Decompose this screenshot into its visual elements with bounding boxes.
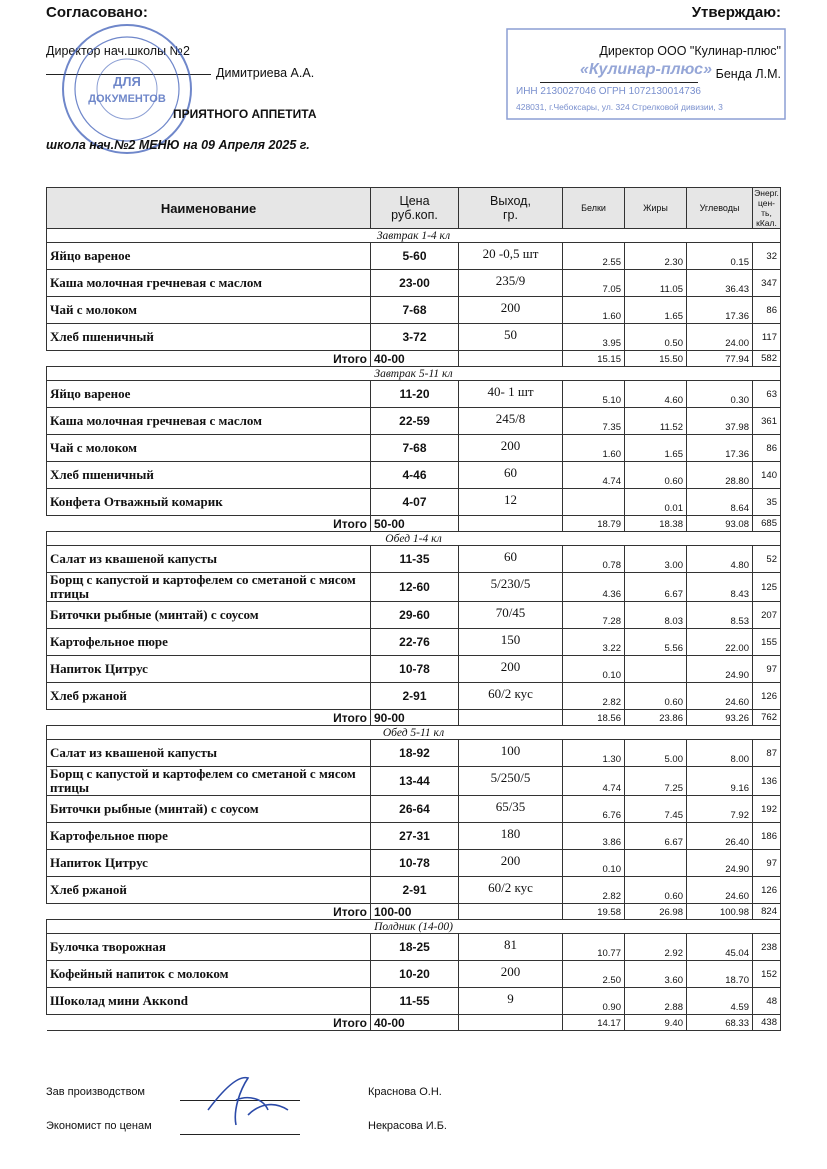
item-name: Напиток Цитрус xyxy=(47,656,371,683)
item-name: Борщ с капустой и картофелем со сметаной с мясом птицы xyxy=(47,767,371,796)
total-kcal: 824 xyxy=(753,904,781,920)
total-yield-blank xyxy=(459,351,563,367)
item-protein: 6.76 xyxy=(563,796,625,823)
item-yield: 60 xyxy=(459,462,563,489)
item-protein: 1.60 xyxy=(563,297,625,324)
total-protein: 18.79 xyxy=(563,516,625,532)
table-row xyxy=(47,243,781,270)
item-yield: 200 xyxy=(459,435,563,462)
total-carb: 93.08 xyxy=(687,516,753,532)
item-fat: 1.65 xyxy=(625,435,687,462)
item-kcal: 86 xyxy=(753,435,781,462)
svg-text:ДОКУМЕНТОВ: ДОКУМЕНТОВ xyxy=(88,93,166,105)
item-name: Чай с молоком xyxy=(47,435,371,462)
item-carb: 0.15 xyxy=(687,243,753,270)
total-carb: 93.26 xyxy=(687,710,753,726)
item-name: Салат из квашеной капусты xyxy=(47,546,371,573)
item-price: 23-00 xyxy=(371,270,459,297)
item-carb: 24.90 xyxy=(687,850,753,877)
item-yield: 5/250/5 xyxy=(459,767,563,796)
item-carb: 24.60 xyxy=(687,683,753,710)
table-header-row xyxy=(47,188,781,229)
table-row xyxy=(47,489,781,516)
confirm-title: Утверждаю: xyxy=(691,4,781,21)
item-protein: 2.50 xyxy=(563,961,625,988)
item-fat: 5.56 xyxy=(625,629,687,656)
approved-position: Директор нач.школы №2 xyxy=(46,44,190,58)
svg-text:«Кулинар-плюс»: «Кулинар-плюс» xyxy=(580,61,712,78)
item-yield: 12 xyxy=(459,489,563,516)
item-carb: 36.43 xyxy=(687,270,753,297)
item-kcal: 97 xyxy=(753,656,781,683)
total-fat: 9.40 xyxy=(625,1015,687,1031)
approved-name: Димитриева А.А. xyxy=(216,66,315,80)
col-fat: Жиры xyxy=(625,188,687,229)
item-kcal: 63 xyxy=(753,381,781,408)
table-row xyxy=(47,462,781,489)
total-carb: 100.98 xyxy=(687,904,753,920)
total-row xyxy=(47,710,781,726)
item-price: 18-25 xyxy=(371,934,459,961)
item-protein: 3.95 xyxy=(563,324,625,351)
table-row xyxy=(47,573,781,602)
item-name: Хлеб пшеничный xyxy=(47,462,371,489)
col-energy: Энерг. цен-ть, кКал. xyxy=(754,188,779,228)
item-fat: 6.67 xyxy=(625,573,687,602)
item-yield: 40- 1 шт xyxy=(459,381,563,408)
item-name: Борщ с капустой и картофелем со сметаной с мясом птицы xyxy=(47,573,371,602)
item-fat: 0.60 xyxy=(625,462,687,489)
item-yield: 65/35 xyxy=(459,796,563,823)
col-name: Наименование xyxy=(47,188,371,229)
item-kcal: 238 xyxy=(753,934,781,961)
item-fat: 3.60 xyxy=(625,961,687,988)
section-title: Обед 5-11 кл xyxy=(47,726,781,740)
item-fat: 2.88 xyxy=(625,988,687,1015)
col-price: Цена руб.коп. xyxy=(371,188,459,229)
approved-title: Согласовано: xyxy=(46,4,148,21)
item-name: Биточки рыбные (минтай) с соусом xyxy=(47,602,371,629)
table-row xyxy=(47,961,781,988)
item-name: Картофельное пюре xyxy=(47,823,371,850)
total-row xyxy=(47,516,781,532)
item-kcal: 87 xyxy=(753,740,781,767)
total-protein: 19.58 xyxy=(563,904,625,920)
item-kcal: 361 xyxy=(753,408,781,435)
item-fat: 4.60 xyxy=(625,381,687,408)
item-protein: 1.60 xyxy=(563,435,625,462)
item-protein: 1.30 xyxy=(563,740,625,767)
item-kcal: 35 xyxy=(753,489,781,516)
item-name: Хлеб ржаной xyxy=(47,877,371,904)
item-kcal: 52 xyxy=(753,546,781,573)
section-row xyxy=(47,367,781,381)
item-protein: 7.35 xyxy=(563,408,625,435)
item-kcal: 186 xyxy=(753,823,781,850)
item-price: 11-35 xyxy=(371,546,459,573)
appetite-text: ПРИЯТНОГО АППЕТИТА xyxy=(173,107,317,121)
item-price: 2-91 xyxy=(371,877,459,904)
table-row xyxy=(47,629,781,656)
item-protein: 7.05 xyxy=(563,270,625,297)
item-name: Булочка творожная xyxy=(47,934,371,961)
table-row xyxy=(47,324,781,351)
item-yield: 245/8 xyxy=(459,408,563,435)
table-row xyxy=(47,988,781,1015)
item-kcal: 140 xyxy=(753,462,781,489)
footer-name-economist: Некрасова И.Б. xyxy=(368,1120,447,1132)
item-price: 13-44 xyxy=(371,767,459,796)
table-row xyxy=(47,435,781,462)
total-row xyxy=(47,904,781,920)
item-kcal: 117 xyxy=(753,324,781,351)
total-row xyxy=(47,1015,781,1031)
total-fat: 18.38 xyxy=(625,516,687,532)
item-price: 2-91 xyxy=(371,683,459,710)
total-kcal: 582 xyxy=(753,351,781,367)
item-name: Кофейный напиток с молоком xyxy=(47,961,371,988)
total-fat: 23.86 xyxy=(625,710,687,726)
item-price: 7-68 xyxy=(371,297,459,324)
item-kcal: 126 xyxy=(753,877,781,904)
item-price: 10-78 xyxy=(371,850,459,877)
item-carb: 37.98 xyxy=(687,408,753,435)
item-price: 18-92 xyxy=(371,740,459,767)
item-fat: 7.25 xyxy=(625,767,687,796)
item-protein: 2.55 xyxy=(563,243,625,270)
item-carb: 22.00 xyxy=(687,629,753,656)
svg-text:ИНН 2130027046 ОГРН 107213: ИНН 2130027046 ОГРН 1072130014736 xyxy=(516,86,701,97)
item-carb: 8.64 xyxy=(687,489,753,516)
item-name: Каша молочная гречневая с маслом xyxy=(47,270,371,297)
item-price: 4-46 xyxy=(371,462,459,489)
total-kcal: 685 xyxy=(753,516,781,532)
table-row xyxy=(47,823,781,850)
item-price: 29-60 xyxy=(371,602,459,629)
item-yield: 200 xyxy=(459,656,563,683)
footer-role-economist: Экономист по ценам xyxy=(46,1120,152,1132)
item-carb: 26.40 xyxy=(687,823,753,850)
table-row xyxy=(47,796,781,823)
item-price: 3-72 xyxy=(371,324,459,351)
signature-icon xyxy=(178,1070,298,1140)
item-protein: 0.10 xyxy=(563,656,625,683)
item-name: Хлеб пшеничный xyxy=(47,324,371,351)
item-price: 10-20 xyxy=(371,961,459,988)
item-yield: 9 xyxy=(459,988,563,1015)
company-stamp-icon xyxy=(506,28,786,120)
total-protein: 14.17 xyxy=(563,1015,625,1031)
item-yield: 235/9 xyxy=(459,270,563,297)
total-label: Итого xyxy=(47,351,371,367)
item-yield: 200 xyxy=(459,297,563,324)
item-name: Яйцо вареное xyxy=(47,381,371,408)
table-row xyxy=(47,877,781,904)
table-row xyxy=(47,602,781,629)
item-kcal: 347 xyxy=(753,270,781,297)
item-name: Хлеб ржаной xyxy=(47,683,371,710)
total-fat: 26.98 xyxy=(625,904,687,920)
item-protein: 2.82 xyxy=(563,683,625,710)
table-row xyxy=(47,297,781,324)
item-yield: 60/2 кус xyxy=(459,877,563,904)
table-row xyxy=(47,850,781,877)
total-row xyxy=(47,351,781,367)
item-name: Яйцо вареное xyxy=(47,243,371,270)
item-yield: 200 xyxy=(459,961,563,988)
total-price: 40-00 xyxy=(371,1015,459,1031)
item-name: Биточки рыбные (минтай) с соусом xyxy=(47,796,371,823)
item-carb: 17.36 xyxy=(687,435,753,462)
item-fat: 8.03 xyxy=(625,602,687,629)
item-carb: 17.36 xyxy=(687,297,753,324)
total-price: 50-00 xyxy=(371,516,459,532)
table-row xyxy=(47,408,781,435)
item-fat xyxy=(625,850,687,877)
item-price: 11-20 xyxy=(371,381,459,408)
item-kcal: 125 xyxy=(753,573,781,602)
section-title: Обед 1-4 кл xyxy=(47,532,781,546)
item-protein: 4.36 xyxy=(563,573,625,602)
item-carb: 45.04 xyxy=(687,934,753,961)
table-row xyxy=(47,270,781,297)
total-price: 100-00 xyxy=(371,904,459,920)
table-row xyxy=(47,683,781,710)
item-fat: 7.45 xyxy=(625,796,687,823)
total-yield-blank xyxy=(459,1015,563,1031)
item-fat: 0.60 xyxy=(625,683,687,710)
item-protein xyxy=(563,489,625,516)
item-yield: 70/45 xyxy=(459,602,563,629)
item-name: Картофельное пюре xyxy=(47,629,371,656)
item-carb: 8.43 xyxy=(687,573,753,602)
item-carb: 8.00 xyxy=(687,740,753,767)
item-fat xyxy=(625,656,687,683)
item-price: 4-07 xyxy=(371,489,459,516)
item-yield: 60/2 кус xyxy=(459,683,563,710)
total-label: Итого xyxy=(47,516,371,532)
item-name: Салат из квашеной капусты xyxy=(47,740,371,767)
item-price: 11-55 xyxy=(371,988,459,1015)
item-yield: 50 xyxy=(459,324,563,351)
item-fat: 11.05 xyxy=(625,270,687,297)
total-yield-blank xyxy=(459,904,563,920)
item-kcal: 136 xyxy=(753,767,781,796)
total-label: Итого xyxy=(47,1015,371,1031)
col-protein: Белки xyxy=(563,188,625,229)
item-fat: 0.60 xyxy=(625,877,687,904)
col-carb: Углеводы xyxy=(687,188,753,229)
item-name: Конфета Отважный комарик xyxy=(47,489,371,516)
total-protein: 15.15 xyxy=(563,351,625,367)
item-protein: 10.77 xyxy=(563,934,625,961)
item-price: 22-76 xyxy=(371,629,459,656)
item-kcal: 97 xyxy=(753,850,781,877)
item-carb: 18.70 xyxy=(687,961,753,988)
item-price: 10-78 xyxy=(371,656,459,683)
item-kcal: 126 xyxy=(753,683,781,710)
total-kcal: 762 xyxy=(753,710,781,726)
table-row xyxy=(47,656,781,683)
item-protein: 3.86 xyxy=(563,823,625,850)
item-carb: 24.60 xyxy=(687,877,753,904)
item-protein: 4.74 xyxy=(563,462,625,489)
total-protein: 18.56 xyxy=(563,710,625,726)
item-yield: 180 xyxy=(459,823,563,850)
svg-text:428031, г.Чебоксары, ул. 324 С: 428031, г.Чебоксары, ул. 324 Стрелковой дивизии, 3 xyxy=(516,102,723,112)
confirm-name: Бенда Л.М. xyxy=(715,67,781,81)
item-price: 12-60 xyxy=(371,573,459,602)
menu-title: школа нач.№2 МЕНЮ на 09 Апреля 2025 г. xyxy=(46,138,310,152)
item-name: Каша молочная гречневая с маслом xyxy=(47,408,371,435)
total-price: 40-00 xyxy=(371,351,459,367)
total-yield-blank xyxy=(459,516,563,532)
stamp-inner-text: ДЛЯ xyxy=(113,74,141,89)
item-fat: 11.52 xyxy=(625,408,687,435)
item-protein: 0.78 xyxy=(563,546,625,573)
item-carb: 28.80 xyxy=(687,462,753,489)
item-price: 27-31 xyxy=(371,823,459,850)
item-protein: 5.10 xyxy=(563,381,625,408)
section-title: Завтрак 5-11 кл xyxy=(47,367,781,381)
footer-role-production: Зав производством xyxy=(46,1086,145,1098)
item-kcal: 207 xyxy=(753,602,781,629)
item-kcal: 155 xyxy=(753,629,781,656)
table-row xyxy=(47,740,781,767)
item-protein: 0.90 xyxy=(563,988,625,1015)
item-carb: 0.30 xyxy=(687,381,753,408)
item-carb: 7.92 xyxy=(687,796,753,823)
item-kcal: 192 xyxy=(753,796,781,823)
item-name: Чай с молоком xyxy=(47,297,371,324)
item-yield: 60 xyxy=(459,546,563,573)
item-carb: 24.00 xyxy=(687,324,753,351)
item-fat: 2.92 xyxy=(625,934,687,961)
item-protein: 7.28 xyxy=(563,602,625,629)
item-fat: 2.30 xyxy=(625,243,687,270)
table-row xyxy=(47,767,781,796)
item-fat: 0.01 xyxy=(625,489,687,516)
item-protein: 3.22 xyxy=(563,629,625,656)
item-yield: 150 xyxy=(459,629,563,656)
section-row xyxy=(47,920,781,934)
confirm-position: Директор ООО "Кулинар-плюс" xyxy=(599,44,781,58)
section-row xyxy=(47,532,781,546)
section-row xyxy=(47,229,781,243)
item-carb: 24.90 xyxy=(687,656,753,683)
table-row xyxy=(47,934,781,961)
menu-table xyxy=(46,187,781,1031)
table-row xyxy=(47,546,781,573)
item-fat: 0.50 xyxy=(625,324,687,351)
table-row xyxy=(47,381,781,408)
item-fat: 6.67 xyxy=(625,823,687,850)
item-yield: 20 -0,5 шт xyxy=(459,243,563,270)
item-protein: 2.82 xyxy=(563,877,625,904)
item-yield: 100 xyxy=(459,740,563,767)
item-price: 26-64 xyxy=(371,796,459,823)
item-kcal: 152 xyxy=(753,961,781,988)
item-kcal: 86 xyxy=(753,297,781,324)
section-title: Полдник (14-00) xyxy=(47,920,781,934)
item-kcal: 32 xyxy=(753,243,781,270)
item-fat: 1.65 xyxy=(625,297,687,324)
item-name: Напиток Цитрус xyxy=(47,850,371,877)
item-carb: 4.59 xyxy=(687,988,753,1015)
total-label: Итого xyxy=(47,710,371,726)
total-label: Итого xyxy=(47,904,371,920)
round-stamp-icon xyxy=(60,22,195,157)
item-price: 22-59 xyxy=(371,408,459,435)
total-price: 90-00 xyxy=(371,710,459,726)
item-carb: 9.16 xyxy=(687,767,753,796)
section-title: Завтрак 1-4 кл xyxy=(47,229,781,243)
item-protein: 4.74 xyxy=(563,767,625,796)
total-yield-blank xyxy=(459,710,563,726)
item-fat: 3.00 xyxy=(625,546,687,573)
item-protein: 0.10 xyxy=(563,850,625,877)
item-price: 7-68 xyxy=(371,435,459,462)
total-kcal: 438 xyxy=(753,1015,781,1031)
item-name: Шоколад мини Аккond xyxy=(47,988,371,1015)
section-row xyxy=(47,726,781,740)
item-price: 5-60 xyxy=(371,243,459,270)
item-kcal: 48 xyxy=(753,988,781,1015)
item-yield: 200 xyxy=(459,850,563,877)
total-carb: 68.33 xyxy=(687,1015,753,1031)
item-yield: 5/230/5 xyxy=(459,573,563,602)
footer-name-production: Краснова О.Н. xyxy=(368,1086,442,1098)
item-yield: 81 xyxy=(459,934,563,961)
col-yield: Выход, гр. xyxy=(459,188,563,229)
item-fat: 5.00 xyxy=(625,740,687,767)
total-fat: 15.50 xyxy=(625,351,687,367)
total-carb: 77.94 xyxy=(687,351,753,367)
item-carb: 4.80 xyxy=(687,546,753,573)
item-carb: 8.53 xyxy=(687,602,753,629)
